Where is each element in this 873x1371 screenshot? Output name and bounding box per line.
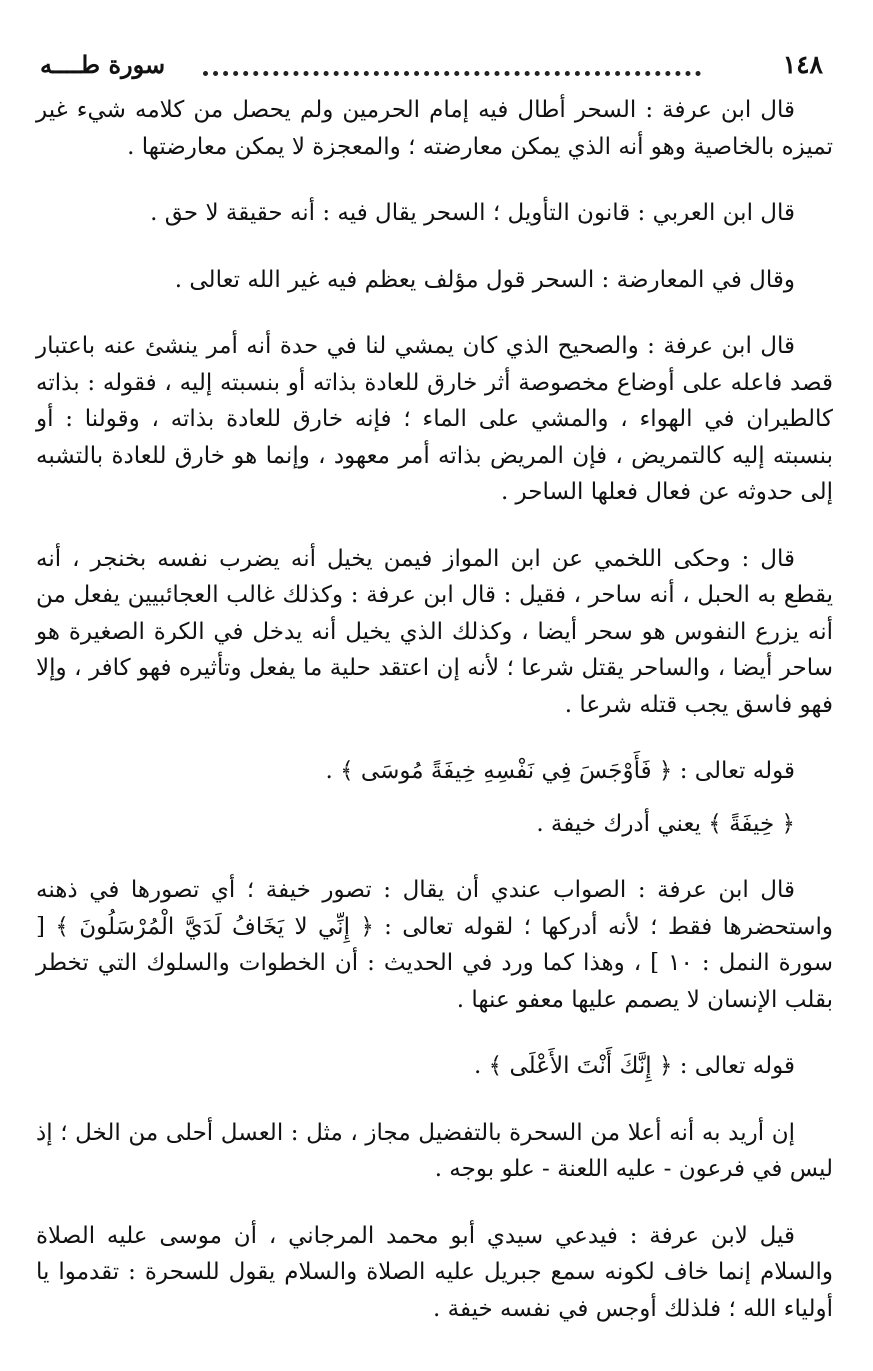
paragraph: إن أريد به أنه أعلا من السحرة بالتفضيل مجاز ، مثل : العسل أحلى من الخل ؛ إذ ليس في فرعون - عليه اللعنة - علو بوجه . — [36, 1119, 833, 1182]
header-dotted-rule — [203, 71, 701, 76]
paragraph: قال ابن عرفة : السحر أطال فيه إمام الحرمين ولم يحصل من كلامه شيء غير تميزه بالخاصية وهو أنه الذي يمكن معارضته ؛ والمعجزة لا يمكن معارضتها . — [36, 97, 833, 160]
page-body — [36, 92, 833, 1357]
paragraph: قيل لابن عرفة : فيدعي سيدي أبو محمد المرجاني ، أن موسى عليه الصلاة والسلام إنما خاف لكونه سمع جبريل عليه الصلاة والسلام يقول للسحرة : تقدموا يا أولياء الله ؛ فلذلك أوجس في نفسه خيفة . — [36, 1222, 833, 1322]
paragraph: قوله تعالى : ﴿ إِنَّكَ أَنْتَ الأَعْلَى ﴾ . — [474, 1053, 795, 1079]
paragraph: قال ابن عرفة : الصواب عندي أن يقال : تصور خيفة ؛ أي تصورها في ذهنه واستحضرها فقط ؛ لأنه أدركها ؛ لقوله تعالى : ﴿ إِنِّي لا يَخَافُ لَدَيَّ الْمُرْسَلُونَ ﴾ [ سورة النمل : ١٠ ] ، وهذا كما ورد في الحديث : أن الخطوات والسلوك التي تخطر بقلب الإنسان لا يصمم عليها معفو عنها . — [36, 877, 833, 1013]
paragraph: قال ابن عرفة : والصحيح الذي كان يمشي لنا في حدة أنه أمر ينشئ عنه باعتبار قصد فاعله على أوضاع مخصوصة أثر خارق للعادة بذاته أو بنسبته إليه ، فقوله : بذاته كالطيران في الهواء ، والمشي على الماء ؛ فإنه خارق للعادة بذاته ، وقولنا : أو بنسبته إليه كالتمريض ، فإن المريض بذاته أمر معهود ، وإنما هو خارق للعادة بالتشبه إلى حدوثه عن فعال فعلها الساحر . — [36, 333, 833, 505]
paragraph: وقال في المعارضة : السحر قول مؤلف يعظم فيه غير الله تعالى . — [174, 266, 795, 293]
paragraph: قال : وحكى اللخمي عن ابن المواز فيمن يخيل أنه يضرب نفسه بخنجر ، أنه يقطع به الحبل ، أنه ساحر ، فقيل : قال ابن عرفة : وكذلك غالب العجائبيين يفعل من أنه يزرع النفوس هو سحر أيضا ، وكذلك الذي يخيل أنه يدخل في الكرة الصغيرة هو ساحر أيضا ، والساحر يقتل شرعا ؛ لأنه إن اعتقد حلية ما يفعل وتأثيره فهو كافر ، وإلا فهو فاسق يجب قتله شرعا . — [36, 545, 833, 718]
page-number: ١٤٨ — [782, 50, 823, 79]
paragraph: ﴿ خِيفَةً ﴾ يعني أدرك خيفة . — [536, 810, 795, 837]
page-header — [40, 50, 823, 86]
surah-title: سورة طــــه — [40, 50, 166, 79]
paragraph: قال ابن العربي : قانون التأويل ؛ السحر يقال فيه : أنه حقيقة لا حق . — [150, 200, 795, 226]
paragraph: قوله تعالى : ﴿ فَأَوْجَسَ فِي نَفْسِهِ خِيفَةً مُوسَى ﴾ . — [325, 758, 795, 784]
